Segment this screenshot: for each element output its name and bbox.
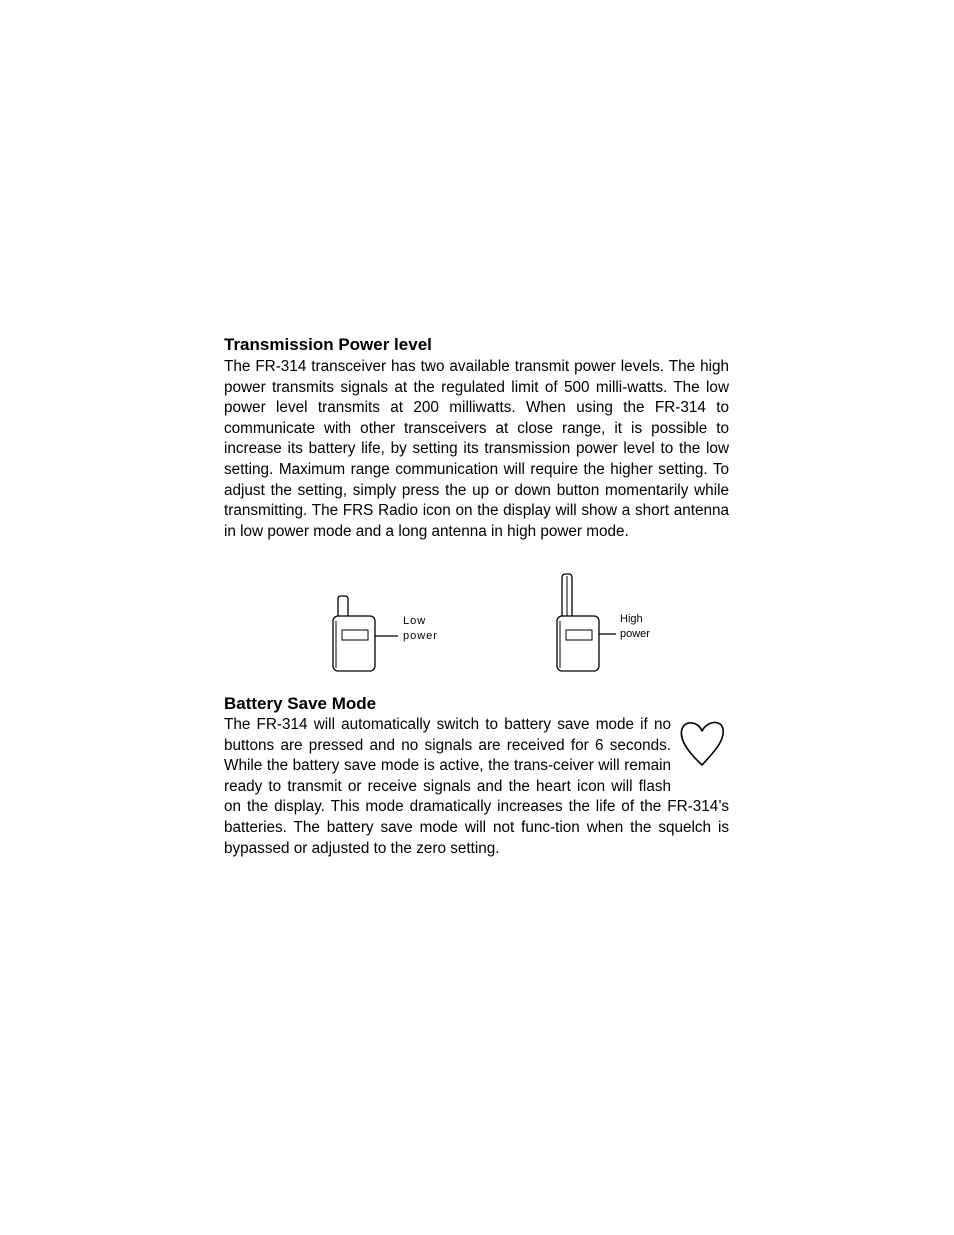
battery-save-heading: Battery Save Mode bbox=[224, 694, 377, 713]
battery-save-paragraph bbox=[224, 715, 729, 859]
transmission-power-paragraph: The FR-314 transceiver has two available transmit power levels. The high power transmits signals at the regulated limit of 500 milli-watts. The low power level transmits at 200 milliwatts. When using the FR-314 to communicate with other transceivers at close range, it is possible to increase its battery life, by setting its transmission power level to the low setting. Maximum range communication will require the higher setting. To adjust the setting, simply press the up or down button momentarily while transmitting. The FRS Radio icon on the display will show a short antenna in low power mode and a long antenna in high power mode. bbox=[224, 358, 729, 540]
high-power-label: High power bbox=[620, 613, 650, 640]
battery-save-text: The FR-314 will automatically switch to battery save mode if no buttons are pressed and no signals are received for 6 seconds. While the battery save mode is active, the trans-ceiver will remain ready to transmit or receive signals and the heart icon will flash on the display. This mode dramatically increases the life of the FR-314’s batteries. The battery save mode will not func-tion when the squelch is bypassed or adjusted to the zero setting. bbox=[224, 716, 729, 857]
transmission-power-heading: Transmission Power level bbox=[224, 335, 432, 354]
low-power-label: Low power bbox=[403, 615, 438, 642]
radio-long-antenna-icon bbox=[552, 570, 624, 674]
radio-short-antenna-icon bbox=[328, 594, 400, 674]
heart-icon bbox=[677, 717, 729, 777]
